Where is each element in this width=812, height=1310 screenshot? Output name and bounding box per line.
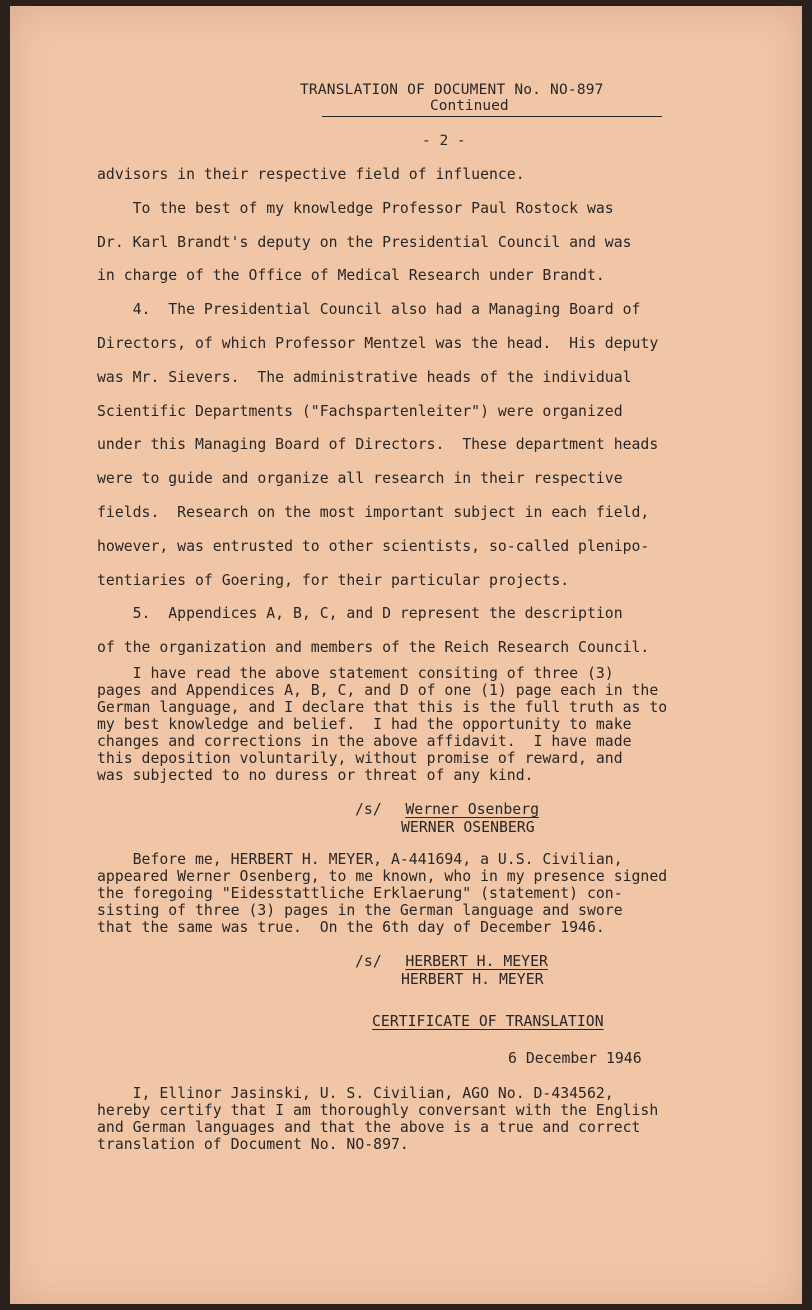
signature-block-osenberg: [355, 799, 539, 836]
paragraph-5: 5. Appendices A, B, C, and D represent the description of the organization and members of the Reich Research Council.: [97, 605, 650, 657]
signature-prefix: /s/: [355, 953, 382, 970]
certificate-title: CERTIFICATE OF TRANSLATION: [372, 1013, 604, 1030]
paragraph-4: 4. The Presidential Council also had a Managing Board of Directors, of which Professor Mentzel was the head. His deputy was Mr. Sievers. The administrative heads of the individual Scientific Departments ("Fachspartenleiter") were organized under this Managing Board of Directors. These department heads were to guide and organize all research in their respective fields. Research on the most important subject in each field, however, was entrusted to other scientists, so-called plenipo- tentiaries of Goering, for their particular projects.: [97, 301, 659, 589]
body-text: [97, 158, 658, 665]
signature-prefix: /s/: [355, 801, 382, 818]
page-number: - 2 -: [422, 133, 466, 149]
document-title: TRANSLATION OF DOCUMENT No. NO-897: [300, 82, 604, 98]
document-subtitle: Continued: [430, 98, 509, 114]
signature-block-meyer: [355, 951, 548, 988]
certificate-paragraph: I, Ellinor Jasinski, U. S. Civilian, AGO No. D-434562, hereby certify that I am thoroughly conversant with the English and German languages and that the above is a true and correct translation of Document No. NO-897.: [97, 1085, 659, 1153]
certificate-date: 6 December 1946: [508, 1050, 642, 1067]
statement-paragraph: I have read the above statement consiting of three (3) pages and Appendices A, B, C, and D of one (1) page each in the German language, and I declare that this is the full truth as to my best knowledge and belief. I had the opportunity to make changes and corrections in the above affidavit. I have made this deposition voluntarily, without promise of reward, and was subjected to no duress or threat of any kind.: [97, 665, 668, 784]
header-underline: [322, 116, 662, 117]
paragraph-continuation: advisors in their respective field of influence.: [97, 166, 525, 183]
signed-name: Werner Osenberg: [405, 801, 540, 818]
typed-name: WERNER OSENBERG: [401, 819, 535, 836]
typed-name: HERBERT H. MEYER: [401, 971, 544, 988]
paragraph-rostock: To the best of my knowledge Professor Paul Rostock was Dr. Karl Brandt's deputy on the Presidential Council and was in charge of the Office of Medical Research under Brandt.: [97, 199, 632, 285]
signed-name: HERBERT H. MEYER: [405, 953, 548, 970]
document-page: [10, 6, 802, 1304]
jurat-paragraph: Before me, HERBERT H. MEYER, A-441694, a U.S. Civilian, appeared Werner Osenberg, to me known, who in my presence signed the foregoing "Eidesstattliche Erklaerung" (statement) con- sisting of three (3) pages in the German language and swore that the same was true. On the 6th day of December 1946.: [97, 851, 668, 936]
